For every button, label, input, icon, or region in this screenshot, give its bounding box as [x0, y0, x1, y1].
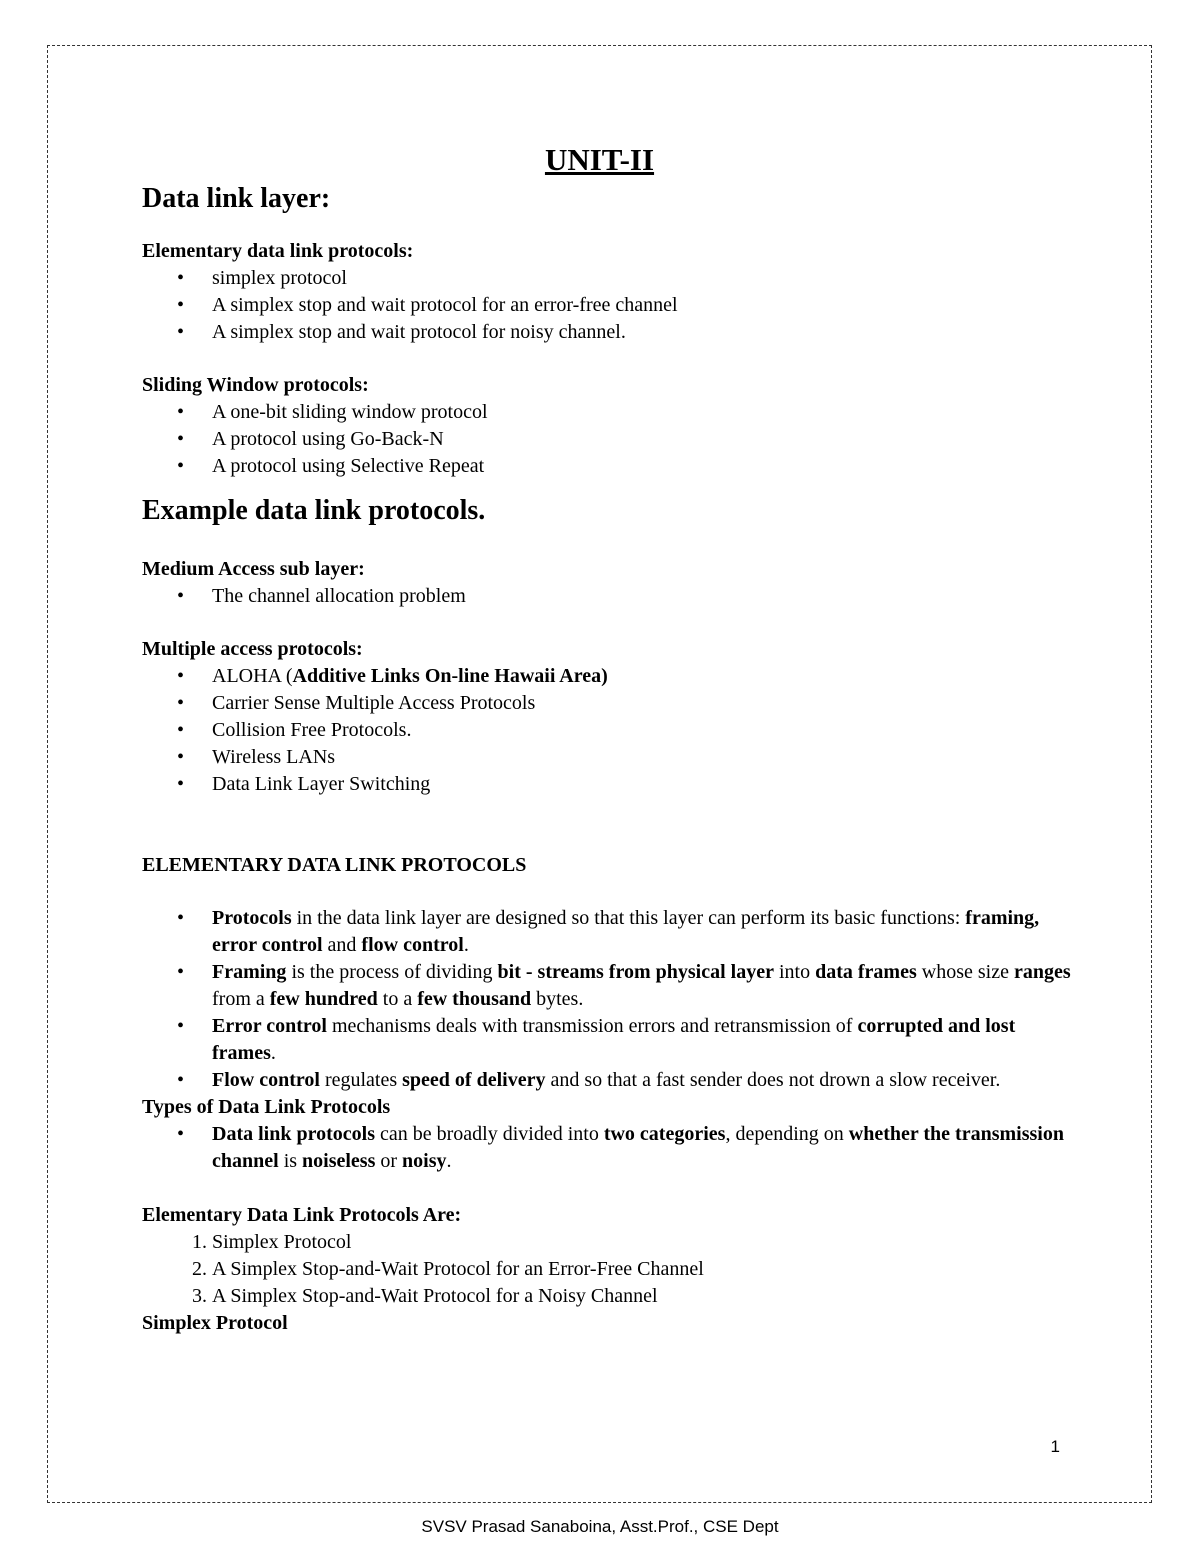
- list-item: 3. A Simplex Stop-and-Wait Protocol for a Noisy Channel: [212, 1283, 1072, 1310]
- list-item: • Protocols in the data link layer are designed so that this layer can perform its basic functions: framing, error control and flow control.: [212, 905, 1072, 959]
- types-heading: Types of Data Link Protocols: [142, 1096, 391, 1118]
- list-item: • The channel allocation problem: [212, 583, 1072, 610]
- list-item: • Data link protocols can be broadly divided into two categories, depending on whether the transmission channel is noiseless or noisy.: [212, 1121, 1072, 1175]
- page-number: 1: [1050, 1437, 1060, 1456]
- list-item: • Wireless LANs: [212, 744, 1072, 771]
- last-heading: Simplex Protocol: [142, 1312, 288, 1334]
- elem-list: [142, 905, 1072, 1094]
- list-item: • A one-bit sliding window protocol: [212, 399, 1072, 426]
- sec1-list: [142, 265, 1072, 346]
- types-list: [142, 1121, 1072, 1175]
- footer: SVSV Prasad Sanaboina, Asst.Prof., CSE Dept: [421, 1517, 779, 1536]
- list-item: • A simplex stop and wait protocol for noisy channel.: [212, 319, 1072, 346]
- list-item: • Collision Free Protocols.: [212, 717, 1072, 744]
- list-item: • simplex protocol: [212, 265, 1072, 292]
- sec4-list: [142, 663, 1072, 798]
- sec2-list: [142, 399, 1072, 480]
- example-heading: Example data link protocols.: [142, 495, 486, 526]
- list-item: 2. A Simplex Stop-and-Wait Protocol for an Error-Free Channel: [212, 1256, 1072, 1283]
- are-list: [142, 1229, 1072, 1310]
- list-item: • Data Link Layer Switching: [212, 771, 1072, 798]
- list-item: • Error control mechanisms deals with transmission errors and retransmission of corrupted and lost frames.: [212, 1013, 1072, 1067]
- sec3-heading: Medium Access sub layer:: [142, 558, 365, 580]
- sec3-list: [142, 583, 1072, 610]
- list-item: • A protocol using Go-Back-N: [212, 426, 1072, 453]
- list-item: • ALOHA (Additive Links On-line Hawaii Area): [212, 663, 1072, 690]
- list-item: 1. Simplex Protocol: [212, 1229, 1072, 1256]
- list-item: • Carrier Sense Multiple Access Protocols: [212, 690, 1072, 717]
- elem-heading: ELEMENTARY DATA LINK PROTOCOLS: [142, 854, 527, 876]
- list-item: • A simplex stop and wait protocol for an error-free channel: [212, 292, 1072, 319]
- list-item: • A protocol using Selective Repeat: [212, 453, 1072, 480]
- sec2-heading: Sliding Window protocols:: [142, 374, 369, 396]
- unit-title: UNIT-II: [544, 142, 655, 177]
- sec1-heading: Elementary data link protocols:: [142, 240, 414, 262]
- main-heading: Data link layer:: [142, 183, 331, 214]
- list-item: • Framing is the process of dividing bit - streams from physical layer into data frames whose size ranges from a few hundred to a few thousand bytes.: [212, 959, 1072, 1013]
- list-item: • Flow control regulates speed of delivery and so that a fast sender does not drown a slow receiver.: [212, 1067, 1072, 1094]
- sec4-heading: Multiple access protocols:: [142, 638, 363, 660]
- are-heading: Elementary Data Link Protocols Are:: [142, 1204, 462, 1226]
